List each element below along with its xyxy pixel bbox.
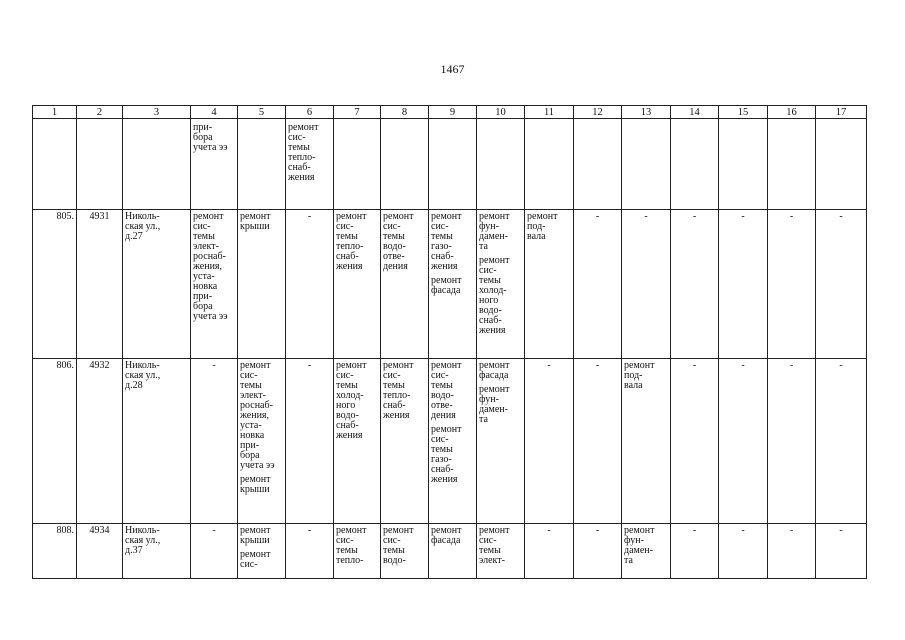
text-line: ремонт xyxy=(336,360,367,371)
work-description-cell xyxy=(191,119,238,210)
row-number-cell: 808. xyxy=(33,524,77,579)
no-work-cell: - xyxy=(816,359,867,524)
no-work-cell: - xyxy=(622,210,671,359)
column-number-14: 14 xyxy=(671,106,719,119)
text-line: темы xyxy=(383,545,405,556)
text-line: ремонт xyxy=(431,424,462,435)
no-work-cell: - xyxy=(719,359,768,524)
work-description-cell xyxy=(238,210,286,359)
text-line: под- xyxy=(527,221,546,232)
text-line: новка xyxy=(193,281,218,292)
column-number-7: 7 xyxy=(334,106,381,119)
work-item xyxy=(240,526,283,546)
table-body xyxy=(33,119,867,579)
text-line: сис- xyxy=(431,370,449,381)
text-line: фасада xyxy=(431,535,461,546)
work-item xyxy=(479,256,522,336)
no-work-cell: - xyxy=(768,524,816,579)
address-cell xyxy=(123,359,191,524)
empty-cell xyxy=(525,119,574,210)
text-line: фасада xyxy=(431,285,461,296)
building-code-cell: 4931 xyxy=(77,210,123,359)
column-number-2: 2 xyxy=(77,106,123,119)
no-work-cell: - xyxy=(719,210,768,359)
page-number: 1467 xyxy=(440,62,465,76)
text-line: ская ул., xyxy=(125,370,161,381)
work-item xyxy=(336,526,378,566)
column-number-5: 5 xyxy=(238,106,286,119)
text-line: темы xyxy=(431,444,453,455)
text-line: темы xyxy=(336,545,358,556)
row-number-cell: 805. xyxy=(33,210,77,359)
text-line: тепло- xyxy=(336,555,364,566)
no-work-cell: - xyxy=(286,524,334,579)
text-line: водо- xyxy=(479,305,502,316)
text-line: жения xyxy=(479,325,506,336)
text-line: бора xyxy=(240,450,260,461)
work-item xyxy=(479,361,522,381)
table-row xyxy=(33,524,867,579)
empty-cell xyxy=(429,119,477,210)
work-description-cell xyxy=(381,524,429,579)
text-line: под- xyxy=(624,370,643,381)
work-item xyxy=(383,361,426,421)
text-line: сис- xyxy=(383,535,401,546)
text-line: новка xyxy=(240,430,265,441)
column-number-15: 15 xyxy=(719,106,768,119)
empty-cell xyxy=(33,119,77,210)
text-line: уста- xyxy=(193,271,215,282)
text-line: фун- xyxy=(624,535,644,546)
no-work-cell: - xyxy=(816,210,867,359)
work-item xyxy=(383,526,426,566)
text-line: д.27 xyxy=(125,231,143,242)
text-line: темы xyxy=(193,231,215,242)
text-line: темы xyxy=(479,275,501,286)
empty-cell xyxy=(671,119,719,210)
text-line: водо- xyxy=(431,390,454,401)
text-line: Николь- xyxy=(125,360,160,371)
text-line: жения xyxy=(431,261,458,272)
text-line: дения xyxy=(383,261,408,272)
text-line: фун- xyxy=(479,221,499,232)
text-line: учета ээ xyxy=(240,460,275,471)
text-line: ремонт xyxy=(479,255,510,266)
text-line: жения xyxy=(336,261,363,272)
text-line: водо- xyxy=(383,241,406,252)
text-line: тепло- xyxy=(336,241,364,252)
column-number-3: 3 xyxy=(123,106,191,119)
text-line: темы xyxy=(431,231,453,242)
text-line: ская ул., xyxy=(125,535,161,546)
text-line: фун- xyxy=(479,394,499,405)
column-number-16: 16 xyxy=(768,106,816,119)
column-number-4: 4 xyxy=(191,106,238,119)
text-line: ремонт xyxy=(383,360,414,371)
text-line: крыши xyxy=(240,221,270,232)
text-line: темы xyxy=(240,380,262,391)
text-line: темы xyxy=(336,380,358,391)
text-line: газо- xyxy=(431,454,452,465)
text-line: бора xyxy=(193,301,213,312)
no-work-cell: - xyxy=(191,524,238,579)
empty-cell xyxy=(77,119,123,210)
text-line: крыши xyxy=(240,535,270,546)
work-description-cell xyxy=(622,359,671,524)
text-line: снаб- xyxy=(431,464,454,475)
no-work-cell: - xyxy=(574,210,622,359)
work-item xyxy=(288,123,331,183)
text-line: сис- xyxy=(479,265,497,276)
text-line: крыши xyxy=(240,484,270,495)
text-line: ремонт xyxy=(479,384,510,395)
text-line: ремонт xyxy=(431,211,462,222)
text-line: темы xyxy=(288,142,310,153)
work-description-cell xyxy=(477,210,525,359)
text-line: ремонт xyxy=(383,525,414,536)
text-line: сис- xyxy=(431,434,449,445)
text-line: водо- xyxy=(336,410,359,421)
work-description-cell xyxy=(477,524,525,579)
empty-cell xyxy=(238,119,286,210)
work-item xyxy=(383,212,426,272)
no-work-cell: - xyxy=(719,524,768,579)
table-row xyxy=(33,119,867,210)
text-line: та xyxy=(624,555,633,566)
work-item xyxy=(240,212,283,232)
text-line: жения xyxy=(383,410,410,421)
work-item xyxy=(431,361,474,421)
text-line: ного xyxy=(336,400,356,411)
text-line: ремонт xyxy=(479,211,510,222)
text-line: водо- xyxy=(383,555,406,566)
text-line: ремонт xyxy=(240,549,271,560)
text-line: ремонт xyxy=(431,275,462,286)
table-row xyxy=(33,210,867,359)
work-item xyxy=(431,212,474,272)
text-line: сис- xyxy=(336,221,354,232)
text-line: сис- xyxy=(240,559,258,570)
text-line: ремонт xyxy=(336,525,367,536)
work-item xyxy=(193,212,235,322)
text-line: ремонт xyxy=(240,360,271,371)
text-line: вала xyxy=(624,380,643,391)
text-line: дамен- xyxy=(624,545,653,556)
text-line: снаб- xyxy=(288,162,311,173)
work-description-cell xyxy=(429,524,477,579)
no-work-cell: - xyxy=(525,524,574,579)
text-line: при- xyxy=(193,122,213,133)
text-line: жения xyxy=(288,172,315,183)
text-line: ремонт xyxy=(479,360,510,371)
text-line: при- xyxy=(240,440,260,451)
text-line: д.37 xyxy=(125,545,143,556)
empty-cell xyxy=(381,119,429,210)
text-line: ремонт xyxy=(624,360,655,371)
no-work-cell: - xyxy=(768,210,816,359)
no-work-cell: - xyxy=(574,359,622,524)
text-line: отве- xyxy=(431,400,453,411)
no-work-cell: - xyxy=(671,210,719,359)
text-line: темы xyxy=(479,545,501,556)
building-code-cell: 4932 xyxy=(77,359,123,524)
text-line: темы xyxy=(336,231,358,242)
text-line: дамен- xyxy=(479,231,508,242)
text-line: роснаб- xyxy=(240,400,273,411)
text-line: элект- xyxy=(240,390,266,401)
empty-cell xyxy=(719,119,768,210)
text-line: темы xyxy=(383,380,405,391)
empty-cell xyxy=(768,119,816,210)
no-work-cell: - xyxy=(816,524,867,579)
column-number-10: 10 xyxy=(477,106,525,119)
work-description-cell xyxy=(286,119,334,210)
work-item xyxy=(240,475,283,495)
work-item xyxy=(240,361,283,471)
text-line: отве- xyxy=(383,251,405,262)
text-line: при- xyxy=(193,291,213,302)
text-line: ремонт xyxy=(193,211,224,222)
text-line: уста- xyxy=(240,420,262,431)
text-line: жения, xyxy=(193,261,223,272)
text-line: сис- xyxy=(288,132,306,143)
text-line: учета ээ xyxy=(193,311,228,322)
text-line: ремонт xyxy=(240,525,271,536)
text-line: сис- xyxy=(240,370,258,381)
work-description-cell xyxy=(525,210,574,359)
column-number-row xyxy=(33,106,867,119)
text-line: снаб- xyxy=(336,420,359,431)
text-line: сис- xyxy=(383,221,401,232)
text-line: снаб- xyxy=(431,251,454,262)
work-item xyxy=(336,361,378,441)
no-work-cell: - xyxy=(191,359,238,524)
text-line: Николь- xyxy=(125,525,160,536)
text-line: холод- xyxy=(479,285,507,296)
text-line: ремонт xyxy=(479,525,510,536)
work-item xyxy=(624,361,668,391)
empty-cell xyxy=(816,119,867,210)
text-line: ного xyxy=(479,295,499,306)
text-line: бора xyxy=(193,132,213,143)
no-work-cell: - xyxy=(671,524,719,579)
empty-cell xyxy=(622,119,671,210)
work-item xyxy=(479,526,522,566)
work-description-cell xyxy=(381,210,429,359)
address-cell xyxy=(123,524,191,579)
text-line: дамен- xyxy=(479,404,508,415)
no-work-cell: - xyxy=(286,359,334,524)
text-line: снаб- xyxy=(383,400,406,411)
no-work-cell: - xyxy=(286,210,334,359)
text-line: тепло- xyxy=(383,390,411,401)
text-line: сис- xyxy=(431,221,449,232)
text-line: ремонт xyxy=(431,360,462,371)
text-line: жения xyxy=(431,474,458,485)
work-item xyxy=(125,526,188,556)
text-line: ская ул., xyxy=(125,221,161,232)
column-number-12: 12 xyxy=(574,106,622,119)
work-item xyxy=(431,526,474,546)
building-code-cell: 4934 xyxy=(77,524,123,579)
text-line: темы xyxy=(431,380,453,391)
column-number-6: 6 xyxy=(286,106,334,119)
empty-cell xyxy=(123,119,191,210)
text-line: сис- xyxy=(479,535,497,546)
text-line: вала xyxy=(527,231,546,242)
work-item xyxy=(125,212,188,242)
work-item xyxy=(479,385,522,425)
text-line: элект- xyxy=(193,241,219,252)
text-line: жения, xyxy=(240,410,270,421)
work-description-cell xyxy=(622,524,671,579)
work-item xyxy=(479,212,522,252)
text-line: ремонт xyxy=(240,211,271,222)
text-line: снаб- xyxy=(479,315,502,326)
row-number-cell: 806. xyxy=(33,359,77,524)
empty-cell xyxy=(334,119,381,210)
text-line: ремонт xyxy=(288,122,319,133)
text-line: та xyxy=(479,241,488,252)
column-number-17: 17 xyxy=(816,106,867,119)
work-description-cell xyxy=(191,210,238,359)
text-line: д.28 xyxy=(125,380,143,391)
work-description-cell xyxy=(429,210,477,359)
text-line: сис- xyxy=(336,370,354,381)
repair-schedule-table xyxy=(32,105,867,579)
work-item xyxy=(193,123,235,153)
text-line: роснаб- xyxy=(193,251,226,262)
work-description-cell xyxy=(381,359,429,524)
text-line: фасада xyxy=(479,370,509,381)
table-row xyxy=(33,359,867,524)
no-work-cell: - xyxy=(574,524,622,579)
work-item xyxy=(431,425,474,485)
text-line: дения xyxy=(431,410,456,421)
work-description-cell xyxy=(238,524,286,579)
empty-cell xyxy=(574,119,622,210)
work-description-cell xyxy=(238,359,286,524)
column-number-13: 13 xyxy=(622,106,671,119)
text-line: тепло- xyxy=(288,152,316,163)
work-description-cell xyxy=(334,524,381,579)
work-item xyxy=(240,550,283,570)
address-cell xyxy=(123,210,191,359)
text-line: элект- xyxy=(479,555,505,566)
no-work-cell: - xyxy=(671,359,719,524)
work-item xyxy=(336,212,378,272)
text-line: ремонт xyxy=(240,474,271,485)
text-line: сис- xyxy=(383,370,401,381)
text-line: холод- xyxy=(336,390,364,401)
text-line: газо- xyxy=(431,241,452,252)
work-item xyxy=(125,361,188,391)
text-line: ремонт xyxy=(383,211,414,222)
work-description-cell xyxy=(334,210,381,359)
work-description-cell xyxy=(429,359,477,524)
text-line: темы xyxy=(383,231,405,242)
work-item xyxy=(431,276,474,296)
column-number-1: 1 xyxy=(33,106,77,119)
work-item xyxy=(624,526,668,566)
text-line: учета ээ xyxy=(193,142,228,153)
no-work-cell: - xyxy=(768,359,816,524)
text-line: ремонт xyxy=(527,211,558,222)
work-item xyxy=(527,212,571,242)
text-line: сис- xyxy=(193,221,211,232)
text-line: ремонт xyxy=(431,525,462,536)
text-line: ремонт xyxy=(336,211,367,222)
text-line: сис- xyxy=(336,535,354,546)
no-work-cell: - xyxy=(525,359,574,524)
empty-cell xyxy=(477,119,525,210)
text-line: ремонт xyxy=(624,525,655,536)
column-number-9: 9 xyxy=(429,106,477,119)
text-line: жения xyxy=(336,430,363,441)
column-number-8: 8 xyxy=(381,106,429,119)
text-line: та xyxy=(479,414,488,425)
work-description-cell xyxy=(334,359,381,524)
text-line: Николь- xyxy=(125,211,160,222)
text-line: снаб- xyxy=(336,251,359,262)
work-description-cell xyxy=(477,359,525,524)
column-number-11: 11 xyxy=(525,106,574,119)
